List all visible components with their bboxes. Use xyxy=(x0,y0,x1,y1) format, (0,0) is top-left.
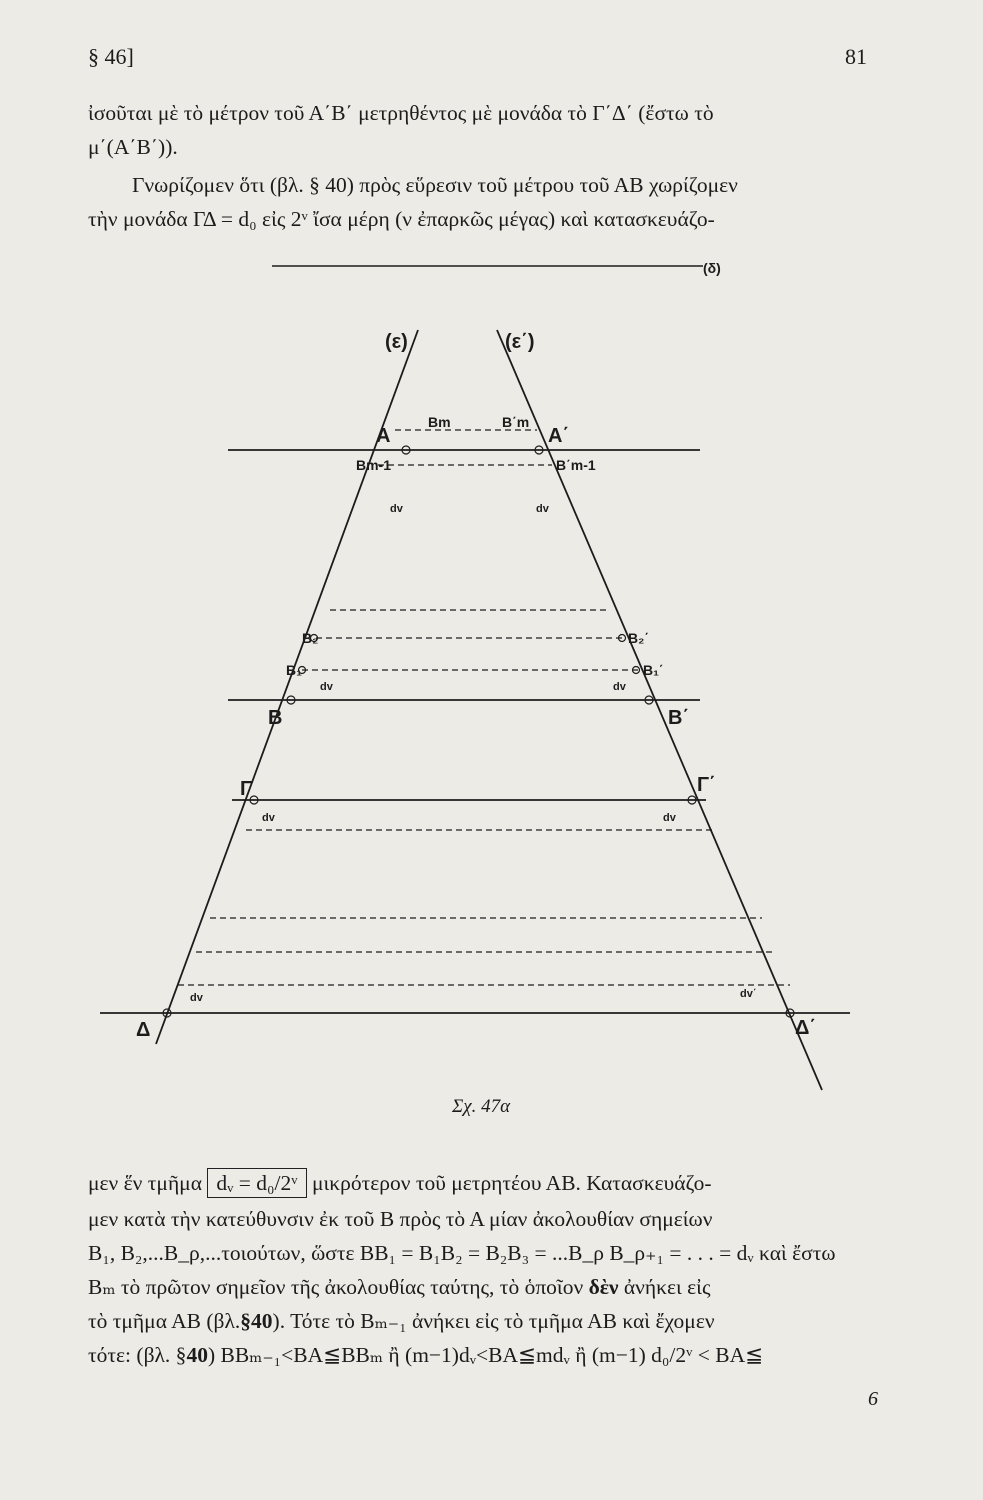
text-line-9-bold: §40 xyxy=(240,1309,273,1333)
line-epsilon-prime xyxy=(497,330,822,1090)
text-line-10 xyxy=(88,1338,888,1372)
label-dv-top-right: dv xyxy=(536,503,549,515)
figure-caption: Σχ. 47α xyxy=(452,1096,511,1117)
text-line-3: Γνωρίζομεν ὅτι (βλ. § 40) πρὸς εὕρεσιν τοῦ μέτρου τοῦ ΑΒ χωρίζομεν xyxy=(132,173,738,197)
label-dv-D-left: dv xyxy=(190,992,203,1004)
label-Bm: Bm xyxy=(428,414,451,430)
label-A: A xyxy=(376,425,391,447)
text-line-10-pre: τότε: (βλ. § xyxy=(88,1343,187,1367)
label-G: Γ xyxy=(240,778,253,800)
label-delta: (δ) xyxy=(703,260,721,276)
text-line-8-post: ἀνήκει εἰς xyxy=(623,1275,711,1299)
label-B2-prime: B₂΄ xyxy=(628,630,649,646)
vertex-marks xyxy=(163,446,794,1017)
label-D-prime: Δ΄ xyxy=(795,1017,817,1039)
label-D: Δ xyxy=(136,1019,151,1041)
section-header: § 46] xyxy=(88,44,134,69)
text-line-5-post: μικρότερον τοῦ μετρητέου ΑΒ. Κατασκευάζο- xyxy=(311,1171,712,1195)
label-B2: B₂ xyxy=(302,630,319,646)
text-line-8-pre: Βₘ τὸ πρῶτον σημεῖον τῆς ἀκολουθίας ταύτης, τὸ ὁποῖον xyxy=(88,1275,584,1299)
label-B1-prime: B₁΄ xyxy=(643,662,664,678)
label-dv-B1-left: dv xyxy=(320,681,333,693)
page-number-header: 81 xyxy=(845,44,867,69)
text-line-8 xyxy=(88,1270,888,1304)
text-line-9 xyxy=(88,1304,888,1338)
text-line-5-pre: μεν ἕν τμῆμα xyxy=(88,1171,202,1195)
label-B: B xyxy=(268,707,283,729)
label-dv-G-right: dv xyxy=(663,812,676,824)
text-line-2: μ΄(Α΄Β΄)). xyxy=(88,135,178,159)
label-epsilon-prime: (ε΄) xyxy=(505,331,535,353)
label-B1: B₁ xyxy=(286,662,302,678)
label-dv-D-right: dv΄ xyxy=(740,988,757,1000)
text-line-10-post: ) ΒΒₘ₋₁<ΒΑ≦ΒΒₘ ἢ (m−1)dᵥ<ΒΑ≦mdᵥ ἢ (m−1) d₀/2ᵛ < ΒΑ≦ xyxy=(207,1343,764,1367)
label-B-prime: B΄ xyxy=(668,707,690,729)
text-line-10-bold: 40 xyxy=(186,1343,208,1367)
text-line-9-pre: τὸ τμῆμα ΑΒ (βλ. xyxy=(88,1309,241,1333)
label-dv-G-left: dv xyxy=(262,812,275,824)
label-Bm-1: Bm-1 xyxy=(356,457,392,473)
label-Bm-prime: B΄m xyxy=(502,414,530,430)
text-line-7: Β₁, Β₂,...Β_ρ,...τοιούτων, ὥστε ΒΒ₁ = Β₁Β₂ = Β₂Β₃ = ...Β_ρ Β_ρ₊₁ = . . . = dᵥ καὶ ἔστω xyxy=(88,1241,836,1265)
text-line-6: μεν κατὰ τὴν κατεύθυνσιν ἐκ τοῦ Β πρὸς τὸ Α μίαν ἀκολουθίαν σημείων xyxy=(88,1207,713,1231)
label-G-prime: Γ΄ xyxy=(697,774,716,796)
label-dv-top-left: dv xyxy=(390,503,403,515)
label-dv-B1-right: dv xyxy=(613,681,626,693)
text-line-9-post: ). Τότε τὸ Βₘ₋₁ ἀνήκει εἰς τὸ τμῆμα ΑΒ καὶ ἔχομεν xyxy=(272,1309,715,1333)
text-line-1: ἰσοῦται μὲ τὸ μέτρον τοῦ Α΄Β΄ μετρηθέντος μὲ μονάδα τὸ Γ΄Δ΄ (ἔστω τὸ xyxy=(88,101,714,125)
label-epsilon: (ε) xyxy=(385,331,408,353)
text-line-4: τὴν μονάδα ΓΔ = d₀ εἰς 2ᵛ ἴσα μέρη (ν ἐπαρκῶς μέγας) καὶ κατασκευάζο- xyxy=(88,207,715,231)
label-A-prime: A΄ xyxy=(548,425,570,447)
footer-page-number: 6 xyxy=(868,1388,878,1410)
text-line-5 xyxy=(88,1166,888,1200)
label-Bm-1-prime: B΄m-1 xyxy=(556,457,596,473)
text-line-8-bold: δὲν xyxy=(588,1275,619,1299)
boxed-formula: dᵥ = d₀/2ᵛ xyxy=(207,1168,306,1198)
